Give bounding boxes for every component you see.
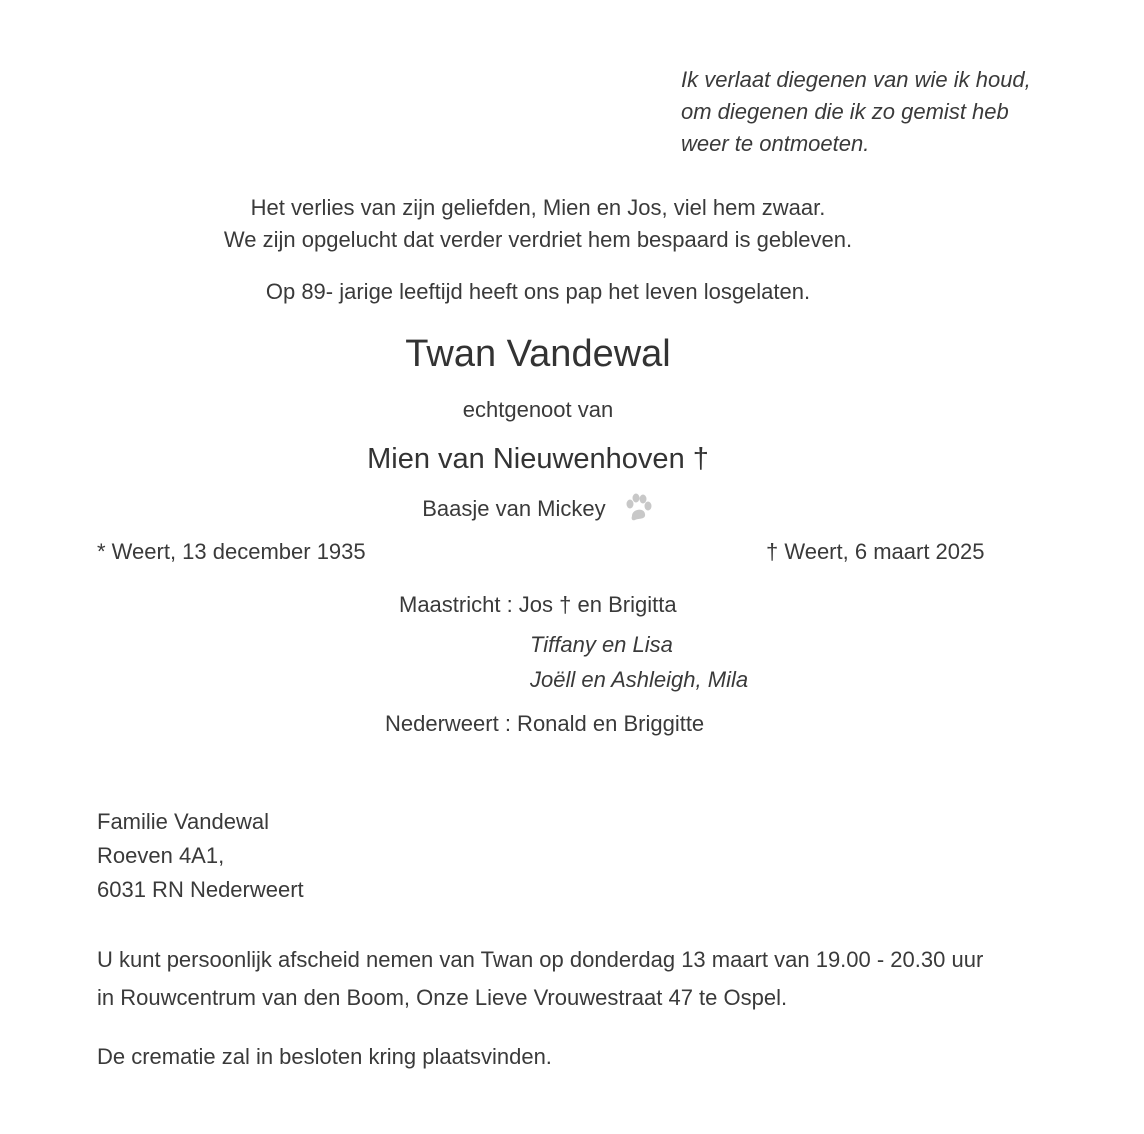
pet-line-text: Baasje van Mickey xyxy=(422,495,606,521)
family-nederweert: Nederweert : Ronald en Briggitte xyxy=(385,711,705,736)
spouse-label: echtgenoot van xyxy=(462,397,614,422)
birth-date: * Weert, 13 december 1935 xyxy=(97,539,366,564)
family-address xyxy=(97,805,304,907)
farewell-line: in Rouwcentrum van den Boom, Onze Lieve Vrouwestraat 47 te Ospel. xyxy=(97,985,788,1010)
address-line: Familie Vandewal xyxy=(97,809,270,834)
spouse-name: Mien van Nieuwenhoven † xyxy=(367,443,709,475)
paw-icon xyxy=(622,492,654,528)
poem xyxy=(681,64,1031,160)
intro-text xyxy=(0,192,1076,256)
address-line: Roeven 4A1, xyxy=(97,843,225,868)
farewell-line: U kunt persoonlijk afscheid nemen van Twan op donderdag 13 maart van 19.00 - 20.30 uur xyxy=(97,947,984,972)
poem-line: Ik verlaat diegenen van wie ik houd, xyxy=(681,67,1031,92)
address-line: 6031 RN Nederweert xyxy=(97,877,304,902)
poem-line: om diegenen die ik zo gemist heb xyxy=(681,99,1009,124)
family-maastricht: Maastricht : Jos † en Brigitta xyxy=(399,592,677,617)
pet-line xyxy=(0,492,1076,528)
deceased-name: Twan Vandewal xyxy=(405,333,671,375)
intro-line: We zijn opgelucht dat verder verdriet hem bespaard is gebleven. xyxy=(223,227,853,252)
grandchildren-line: Joëll en Ashleigh, Mila xyxy=(530,667,749,692)
cremation-note: De crematie zal in besloten kring plaatsvinden. xyxy=(97,1044,552,1069)
farewell-info xyxy=(97,941,983,1017)
poem-line: weer te ontmoeten. xyxy=(681,131,870,156)
intro-line: Het verlies van zijn geliefden, Mien en Jos, viel hem zwaar. xyxy=(250,195,826,220)
age-line: Op 89- jarige leeftijd heeft ons pap het leven losgelaten. xyxy=(265,279,811,304)
death-date: † Weert, 6 maart 2025 xyxy=(766,539,985,564)
grandchildren xyxy=(530,627,748,697)
grandchildren-line: Tiffany en Lisa xyxy=(530,632,673,657)
